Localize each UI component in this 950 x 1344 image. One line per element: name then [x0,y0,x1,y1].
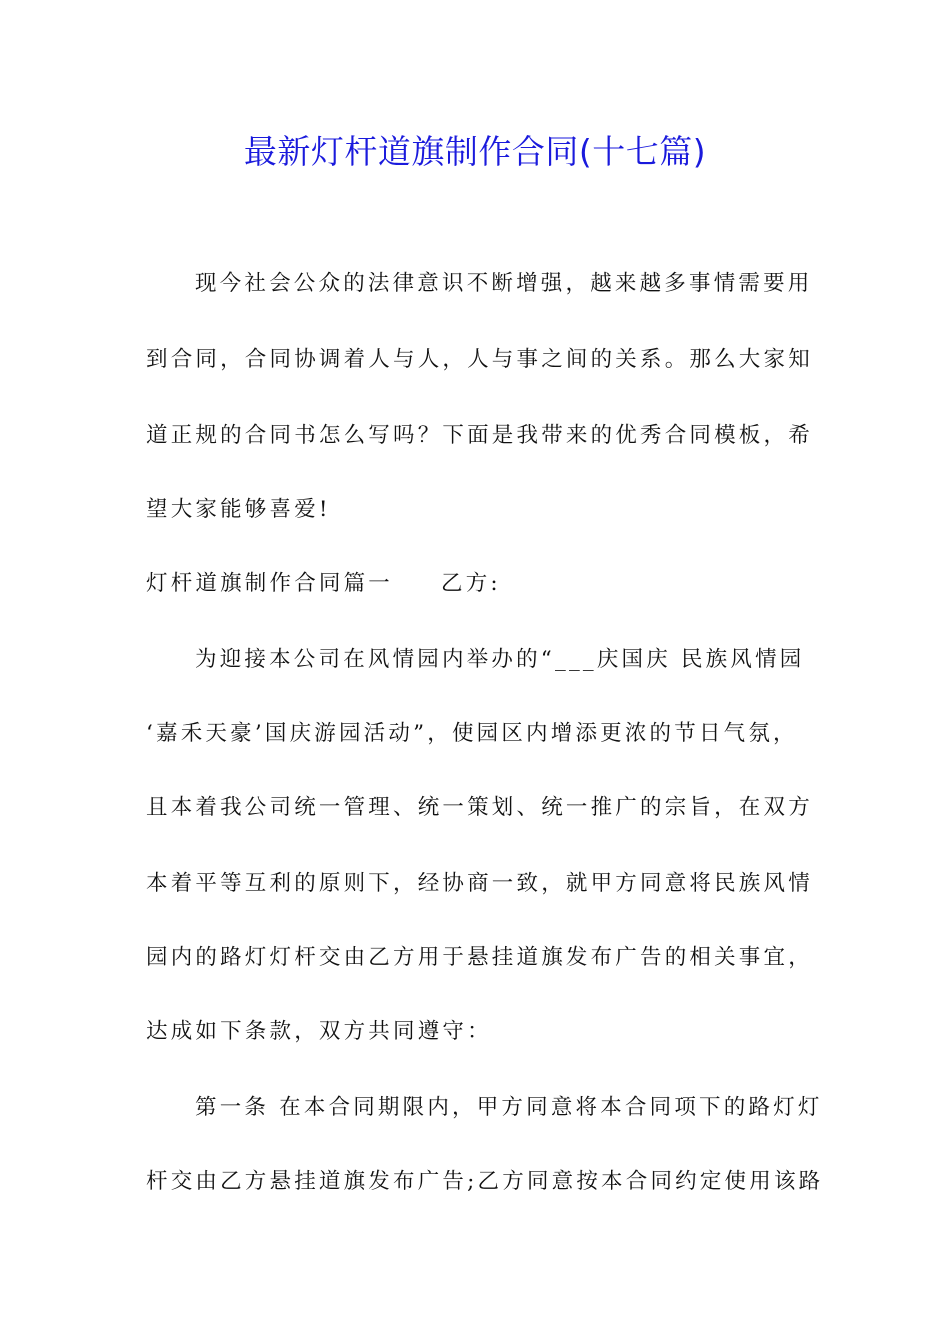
intro-line-2: 到合同，合同协调着人与人，人与事之间的关系。那么大家知 [146,347,813,372]
section-heading-line [146,568,836,600]
party-b-label: 乙方: [441,571,501,596]
intro-line-4: 望大家能够喜爱! [146,497,331,522]
body-line-3: 且本着我公司统一管理、统一策划、统一推广的宗旨，在双方 [146,795,813,820]
document-title: 最新灯杆道旗制作合同(十七篇) [243,132,707,171]
body-line-4: 本着平等互利的原则下，经协商一致，就甲方同意将民族风情 [146,871,813,896]
body-line-6: 达成如下条款，双方共同遵守： [146,1019,492,1044]
article-1-line-2: 杆交由乙方悬挂道旗发布广告;乙方同意按本合同约定使用该路 [146,1169,824,1194]
body-line-2: ‘嘉禾天豪’国庆游园活动”，使园区内增添更浓的节日气氛， [146,721,798,746]
article-1-line-1: 第一条 在本合同期限内，甲方同意将本合同项下的路灯灯 [195,1095,823,1120]
body-line-5: 园内的路灯灯杆交由乙方用于悬挂道旗发布广告的相关事宜， [146,945,813,970]
section-heading: 灯杆道旗制作合同篇一 [146,571,394,596]
body-line-1: 为迎接本公司在风情园内举办的“___庆国庆 民族风情园 [195,647,805,672]
intro-line-1: 现今社会公众的法律意识不断增强，越来越多事情需要用 [195,271,813,296]
intro-line-3: 道正规的合同书怎么写吗？下面是我带来的优秀合同模板，希 [146,423,813,448]
